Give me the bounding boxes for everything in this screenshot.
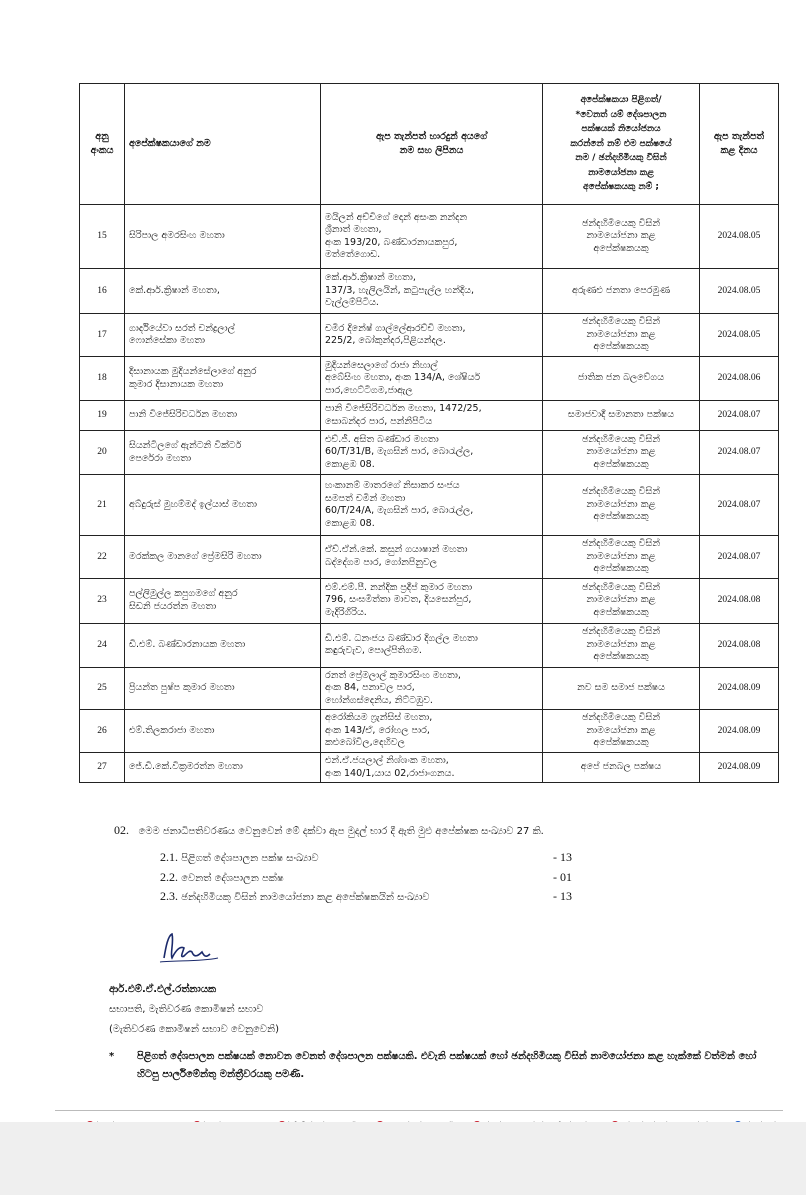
table-row (80, 536, 779, 579)
summary-item-label: ඡන්දහිමියකු විසින් නාමයෝජනා කළ අපේක්ෂකයින් සංඛ්‍යාව (181, 892, 430, 903)
summary-item-value: - 13 (553, 850, 572, 864)
party-affiliation: නව සම සමාජ පක්ෂය (543, 667, 700, 710)
table-row (80, 269, 779, 314)
table-row (80, 357, 779, 401)
footnote-star: * (109, 1051, 115, 1062)
depositor-details: හංකානම් මාතරගේ නිසාකර සංජය සමපත් චමින් මහතා 60/T/24/A, මැගසින් පාර, බොරැල්ල, කොළඹ 08. (321, 475, 543, 536)
row-number: 18 (80, 357, 125, 401)
deposit-date: 2024.08.05 (700, 205, 779, 269)
party-affiliation: ඡන්දහිමියෙකු විසින් නාමයෝජනා කළ අපේක්ෂකයකු (543, 536, 700, 579)
deposit-date: 2024.08.07 (700, 431, 779, 475)
row-number: 15 (80, 205, 125, 269)
party-affiliation: සමාජවාදී සමානතා පක්ෂය (543, 401, 700, 431)
row-number: 25 (80, 667, 125, 710)
summary-item-value: - 01 (553, 870, 572, 884)
header-party: අපේක්ෂකයා පිළිගත්/ *වෙනත් යම් දේශපාලන පක්ෂයක් නියෝජනය කරන්නේ නම් එම පක්ෂයේ නම / ඡන්දහිමියකු විසින් නාමයෝජනා කළ අපේක්ෂකයකු නම් ; (543, 84, 700, 205)
table-row (80, 710, 779, 753)
candidate-name: මරක්කල මානගේ ප්‍රේමසිරි මහතා (125, 536, 321, 579)
depositor-details: කේ.ආර්.ක්‍රිෂාන් මහතා, 137/3, හැලිලයින්, කටුපැල්ල හන්දිය, වැල්ලම්පිටිය. (321, 269, 543, 314)
footnote-text: පිළිගත් දේශපාලන පක්ෂයක් නොවන වෙනත් දේශපාලන පක්ෂයකි. එවැනි පක්ෂයක් හෝ ඡන්දහිමියකු විසින් නාමයෝජනා කළ හැක්කේ වත්මන් හෝ හිටපු පාර්ලිමේන්තු මන්ත්‍රීවරයකු පමණි. (137, 1051, 757, 1080)
summary-item-label: වෙනත් දේශපාලන පක්ෂ (181, 873, 284, 884)
deposit-date: 2024.08.06 (700, 357, 779, 401)
footnote (109, 1048, 769, 1084)
table-header-row (80, 84, 779, 205)
table-row (80, 475, 779, 536)
summary-item (160, 870, 284, 885)
candidate-name: සිරිපාල අමරසිංහ මහතා (125, 205, 321, 269)
row-number: 27 (80, 753, 125, 783)
depositor-details: පානි විජේසිරිවර්ධන මහතා, 1472/25, සොබන්දර පාර, පන්නිපිටිය (321, 401, 543, 431)
header-name: අපේක්ෂකයාගේ නම (125, 84, 321, 205)
party-affiliation: ඡන්දහිමියෙකු විසින් නාමයෝජනා කළ අපේක්ෂකයකු (543, 578, 700, 623)
summary-number: 02. (114, 823, 129, 837)
candidates-table (79, 83, 779, 783)
candidate-name: පානි විජේසිරිවර්ධන මහතා (125, 401, 321, 431)
summary-line (114, 823, 544, 838)
deposit-date: 2024.08.07 (700, 401, 779, 431)
row-number: 23 (80, 578, 125, 623)
candidate-name: පල්ලිමුල්ල කපුගමගේ අනුර සිඩනි ජයරත්න මහතා (125, 578, 321, 623)
deposit-date: 2024.08.05 (700, 269, 779, 314)
party-affiliation: ජාතික ජන බලවේගය (543, 357, 700, 401)
depositor-details: චමිර දිනේෂ් ගාල්ලේආරච්චි මහතා, 225/2, බෝකුන්දර,පිළියන්දල. (321, 314, 543, 357)
deposit-date: 2024.08.09 (700, 667, 779, 710)
deposit-date: 2024.08.07 (700, 536, 779, 579)
summary-item-key: 2.1. (160, 850, 178, 864)
deposit-date: 2024.08.08 (700, 578, 779, 623)
depositor-details: ඩී.එම්. ධනංජය බණ්ඩාර දිගල්ල මහතා කඳුරුවැව, පොල්පිතිගම. (321, 623, 543, 667)
depositor-details: මයිලන් අච්චිගේ දොන් අසංක නන්දන ශ්‍රීනාත් මහතා, අංක 193/20, බණ්ඩාරනායකපුර, මත්තේගොඩ. (321, 205, 543, 269)
party-affiliation: ඡන්දහිමියෙකු විසින් නාමයෝජනා කළ අපේක්ෂකයකු (543, 623, 700, 667)
deposit-date: 2024.08.09 (700, 710, 779, 753)
depositor-details: රනත් ප්‍රේමලාල් කුමාරසිංහ මහතා, අංක 84, පනාවල පාර, හෝන්ගස්දෙනිය, නිට්ටඹුව. (321, 667, 543, 710)
depositor-details: එච්.ජී. අසිත බණ්ඩාර මහතා 60/T/31/B, මැගසින් පාර, බොරැල්ල, කොළඹ 08. (321, 431, 543, 475)
candidate-name: සියන්ටිලගේ ඇන්ටනි වික්ටර් පෙරේරා මහතා (125, 431, 321, 475)
party-affiliation: අරුණළු ජනතා පෙරමුණ (543, 269, 700, 314)
table-row (80, 753, 779, 783)
row-number: 19 (80, 401, 125, 431)
party-affiliation: ඡන්දහිමියෙකු විසින් නාමයෝජනා කළ අපේක්ෂකයකු (543, 710, 700, 753)
depositor-details: එන්.ඒ.ජයලාල් නිශ්ශංක මහතා, අංක 140/1,යාය 02,රාජාංගනය. (321, 753, 543, 783)
row-number: 16 (80, 269, 125, 314)
row-number: 24 (80, 623, 125, 667)
header-depositor: ඇප තැන්පත් භාරදුන් අයගේ නම සහ ලිපිනය (321, 84, 543, 205)
row-number: 26 (80, 710, 125, 753)
table-row (80, 401, 779, 431)
deposit-date: 2024.08.09 (700, 753, 779, 783)
deposit-date: 2024.08.08 (700, 623, 779, 667)
party-affiliation: ඡන්දහිමියෙකු විසින් නාමයෝජනා කළ අපේක්ෂකයකු (543, 475, 700, 536)
party-affiliation: ඡන්දහිමියෙකු විසින් නාමයෝජනා කළ අපේක්ෂකයකු (543, 205, 700, 269)
summary-text: මෙම ජනාධිපතිවරණය වෙනුවෙන් මේ දක්වා ඇප මුදල් භාර දී ඇති මුළු අපේක්ෂක සංඛ්‍යාව 27 කි. (138, 826, 544, 837)
candidate-name: එම්.තිලකරාජා මහතා (125, 710, 321, 753)
handwritten-signature (158, 928, 228, 970)
signature-block (109, 980, 279, 1040)
footer-divider (55, 1110, 783, 1111)
header-no: අනු අංකය (80, 84, 125, 205)
depositor-details: ඒච්.ඒන්.කේ. කසුන් ගයාෂාන් මහතා බද්දේගම පාර, ගෝනපිනුවල (321, 536, 543, 579)
depositor-details: එම්.එම්.පී. නන්දික ප්‍රදීප් කුමාර මහතා 796, සංඝමිත්තා මාවත, දියසෙන්පුර, මැදිරිගිරිය. (321, 578, 543, 623)
depositor-details: අරෝකියම ෆ්‍රැන්සිස් මහතා, අංක 143/ඒ, රෝහල පාර, කළුබෝවිල,දෙහිවල (321, 710, 543, 753)
table-row (80, 431, 779, 475)
deposit-date: 2024.08.05 (700, 314, 779, 357)
deposit-date: 2024.08.07 (700, 475, 779, 536)
row-number: 21 (80, 475, 125, 536)
summary-item-key: 2.2. (160, 870, 178, 884)
party-affiliation: ඡන්දහිමියෙකු විසින් නාමයෝජනා කළ අපේක්ෂකයකු (543, 431, 700, 475)
candidate-name: ජේ.ඩී.කේ.වික්‍රමරත්න මහතා (125, 753, 321, 783)
row-number: 22 (80, 536, 125, 579)
summary-item (160, 889, 430, 904)
table-row (80, 623, 779, 667)
candidate-name: ඩී.එම්. බණ්ඩාරනායක මහතා (125, 623, 321, 667)
summary-item (160, 850, 319, 865)
candidate-name: අබ්දුරුස් මුහම්මද් ඉල්යාස් මහතා (125, 475, 321, 536)
row-number: 17 (80, 314, 125, 357)
party-affiliation: අපේ ජනබල පක්ෂය (543, 753, 700, 783)
candidate-name: දිසානායක මුදියන්සේලාගේ අනුර කුමාර දිසානායක මහතා (125, 357, 321, 401)
summary-item-key: 2.3. (160, 889, 178, 903)
table-row (80, 205, 779, 269)
table-row (80, 667, 779, 710)
signer-name: ආර්.එම්.ඒ.එල්.රත්නායක (109, 984, 217, 995)
candidate-name: ගාර්දියේවා සරත් චන්ද්‍රලාල් ෆොන්සේකා මහතා (125, 314, 321, 357)
table-row (80, 314, 779, 357)
table-row (80, 578, 779, 623)
candidate-name: කේ.ආර්.ක්‍රිෂාන් මහතා, (125, 269, 321, 314)
summary-item-value: - 13 (553, 889, 572, 903)
row-number: 20 (80, 431, 125, 475)
summary-item-label: පිළිගත් දේශපාලන පක්ෂ සංඛ්‍යාව (181, 853, 319, 864)
page-gap (0, 1122, 806, 1195)
signer-title: සභාපති, මැතිවරණ කොමිෂන් සභාව (109, 1004, 264, 1015)
party-affiliation: ඡන්දහිමියෙකු විසින් නාමයෝජනා කළ අපේක්ෂකයකු (543, 314, 700, 357)
depositor-details: මුදියන්සෙලාගේ රාජා නිහාල් අබේසිංහ මහතා, අංක 134/A, ශේෂියර් පාර,හෙට්ටිගම,ජාඇල (321, 357, 543, 401)
candidate-name: ප්‍රියන්ත පුෂ්ප කුමාර මහතා (125, 667, 321, 710)
signer-note: (මැතිවරණ කොමිෂන් සභාව වෙනුවෙනි) (109, 1024, 279, 1035)
header-date: ඇප තැන්පත් කළ දිනය (700, 84, 779, 205)
